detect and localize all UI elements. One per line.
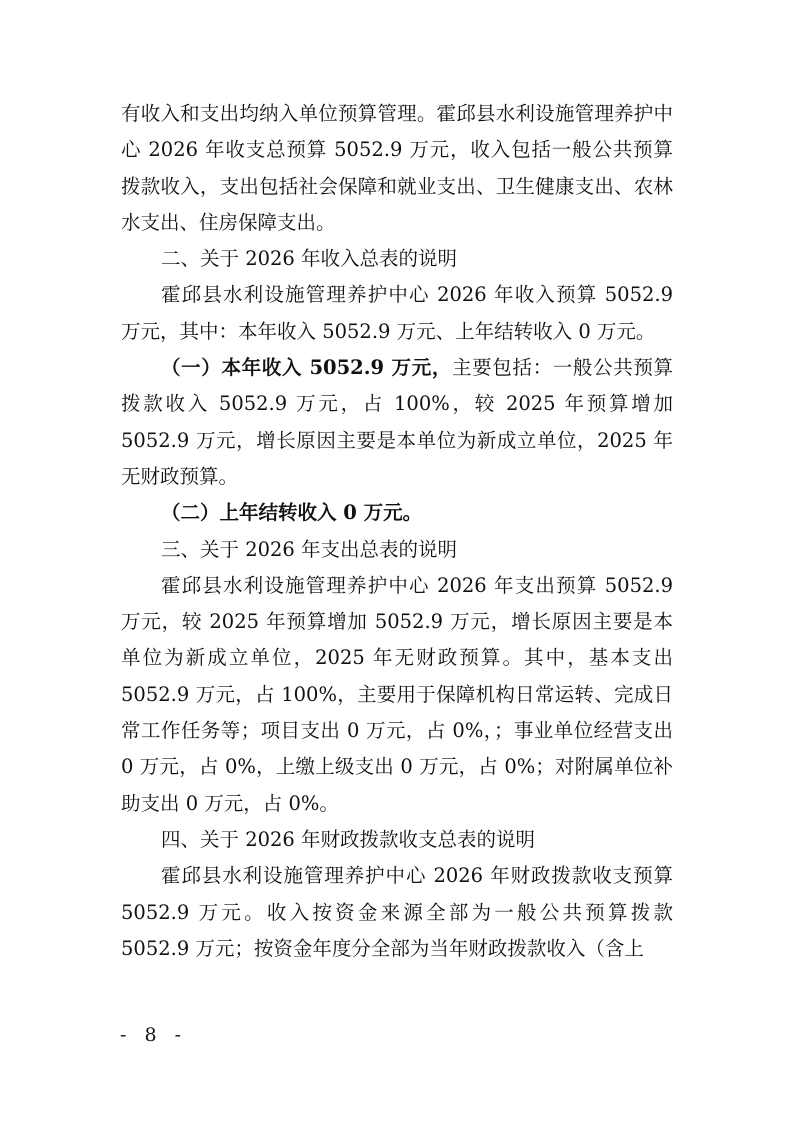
subheading-carryover-income: （二）上年结转收入 0 万元。 xyxy=(161,501,423,525)
page-number: - 8 - xyxy=(120,1024,188,1046)
paragraph-income-budget: 霍邱县水利设施管理养护中心 2026 年收入预算 5052.9 万元，其中：本年收入 5052.9 万元、上年结转收入 0 万元。 xyxy=(121,283,673,343)
document-body xyxy=(121,96,673,967)
heading-expenditure-summary: 三、关于 2026 年支出总表的说明 xyxy=(161,537,458,561)
subheading-current-year-income: （一）本年收入 5052.9 万元， xyxy=(161,356,452,380)
heading-fiscal-appropriation-summary: 四、关于 2026 年财政拨款收支总表的说明 xyxy=(161,827,536,851)
current-year-income-text: 主要包括：一般公共预算拨款收入 5052.9 万元，占 100%，较 2025 年预算增加 5052.9 万元，增长原因主要是本单位为新成立单位，2025 年无财政预算。 xyxy=(121,356,673,488)
paragraph-fiscal-appropriation: 霍邱县水利设施管理养护中心 2026 年财政拨款收支预算 5052.9 万元。收入按资金来源全部为一般公共预算拨款 5052.9 万元；按资金年度分全部为当年财政拨款收入（含上 xyxy=(121,864,673,960)
paragraph-current-year-income xyxy=(121,350,673,495)
paragraph-continuation: 有收入和支出均纳入单位预算管理。霍邱县水利设施管理养护中心 2026 年收支总预算 5052.9 万元，收入包括一般公共预算拨款收入，支出包括社会保障和就业支出、卫生健康支出、农林水支出、住房保障支出。 xyxy=(121,102,673,234)
heading-income-summary: 二、关于 2026 年收入总表的说明 xyxy=(161,247,458,271)
paragraph-expenditure-budget: 霍邱县水利设施管理养护中心 2026 年支出预算 5052.9 万元，较 2025 年预算增加 5052.9 万元，增长原因主要是本单位为新成立单位，2025 年无财政预算。其中，基本支出 5052.9 万元，占 100%，主要用于保障机构日常运转、完成日常工作任务等；项目支出 0 万元，占 0%，；事业单位经营支出 0 万元，占 0%，上缴上级支出 0 万元，占 0%；对附属单位补助支出 0 万元，占 0%。 xyxy=(121,573,673,815)
